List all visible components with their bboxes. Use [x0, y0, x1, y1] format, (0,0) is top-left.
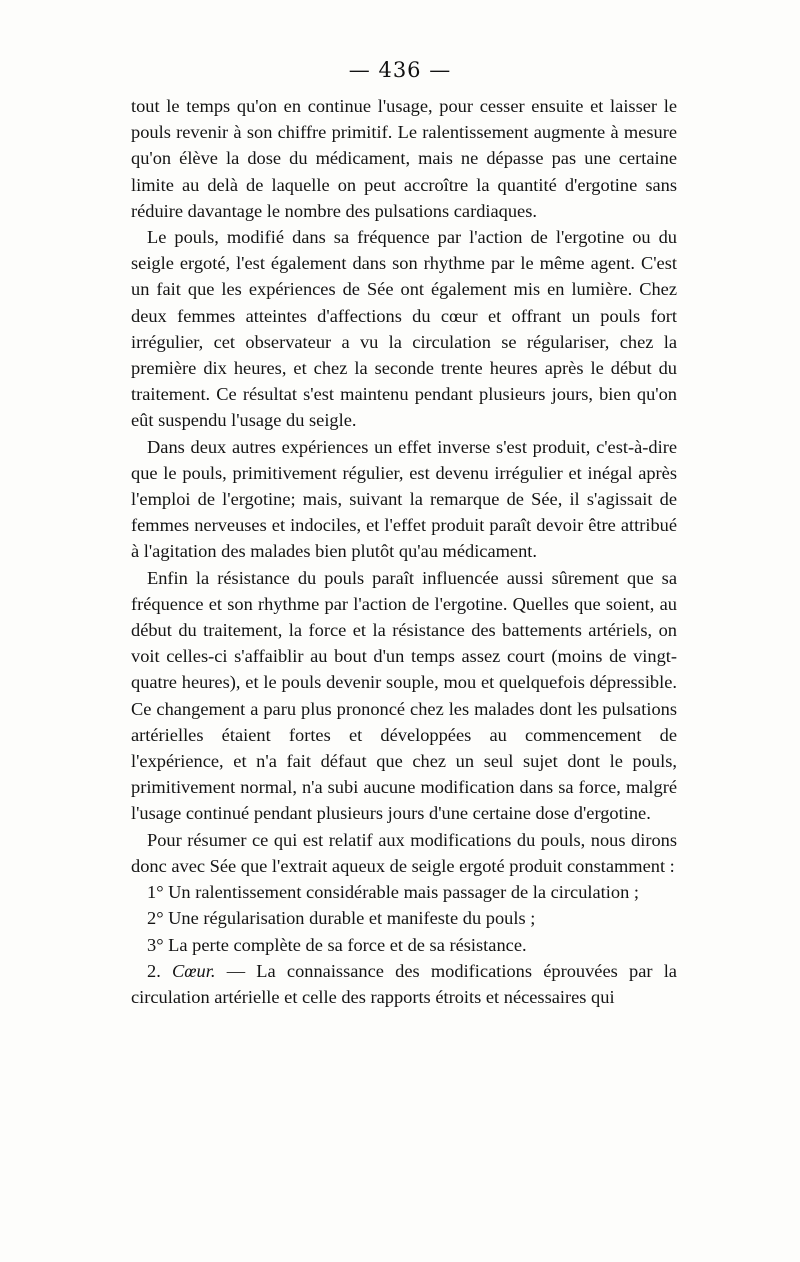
list-item: 2° Une régularisation durable et manifeste du pouls ;	[147, 908, 536, 929]
section-title: Cœur.	[172, 960, 216, 981]
section-paragraph	[131, 958, 677, 1010]
paragraph-continued: tout le temps qu'on en continue l'usage, pour cesser ensuite et laisser le pouls revenir à son chiffre primitif. Le ralentissement augmente à mesure qu'on élève la dose du médicament, mais ne dépasse pas une certaine limite au delà de laquelle on peut accroître la quantité d'ergotine sans réduire davantage le nombre des pulsations cardiaques.	[131, 96, 677, 221]
list-item: 3° La perte complète de sa force et de sa résistance.	[147, 934, 527, 955]
paragraph: Le pouls, modifié dans sa fréquence par l'action de l'ergotine ou du seigle ergoté, l'est également dans son rhythme par le même agent. C'est un fait que les expériences de Sée ont également mis en lumière. Chez deux femmes atteintes d'affections du cœur et offrant un pouls fort irrégulier, cet observateur a vu la circulation se régulariser, chez la première dix heures, et chez la seconde trente heures après le début du traitement. Ce résultat s'est maintenu pendant plusieurs jours, bien qu'on eût suspendu l'usage du seigle.	[131, 227, 677, 431]
page-number: — 436 —	[348, 58, 452, 82]
paragraph: Enfin la résistance du pouls paraît influencée aussi sûrement que sa fréquence et son rhythme par l'action de l'ergotine. Quelles que soient, au début du traitement, la force et la résistance des battements artériels, on voit celles-ci s'affaiblir au bout d'un temps assez court (moins de vingt-quatre heures), et le pouls devenir souple, mou et quelquefois dépressible. Ce changement a paru plus prononcé chez les malades dont les pulsations artérielles étaient fortes et développées au commencement de l'expérience, et n'a fait défaut que chez un seul sujet dont le pouls, primitivement normal, n'a subi aucune modification dans sa force, malgré l'usage continué pendant plusieurs jours d'une certaine dose d'ergotine.	[131, 567, 677, 824]
paragraph: Pour résumer ce qui est relatif aux modifications du pouls, nous dirons donc avec Sée que l'extrait aqueux de seigle ergoté produit constamment :	[131, 829, 677, 876]
body-text	[131, 93, 677, 1010]
paragraph: Dans deux autres expériences un effet inverse s'est produit, c'est-à-dire que le pouls, primitivement régulier, est devenu irrégulier et inégal après l'emploi de l'ergotine; mais, suivant la remarque de Sée, il s'agissait de femmes nerveuses et indociles, et l'effet produit paraît devoir être attribué à l'agitation des malades bien plutôt qu'au médicament.	[131, 436, 677, 562]
section-number: 2.	[147, 960, 161, 981]
list-item: 1° Un ralentissement considérable mais passager de la circulation ;	[147, 882, 639, 903]
section-dash: —	[226, 960, 246, 981]
section-text: La connaissance des modifications éprouvées par la circulation artérielle et celle des rapports étroits et nécessaires qui	[131, 960, 677, 1007]
